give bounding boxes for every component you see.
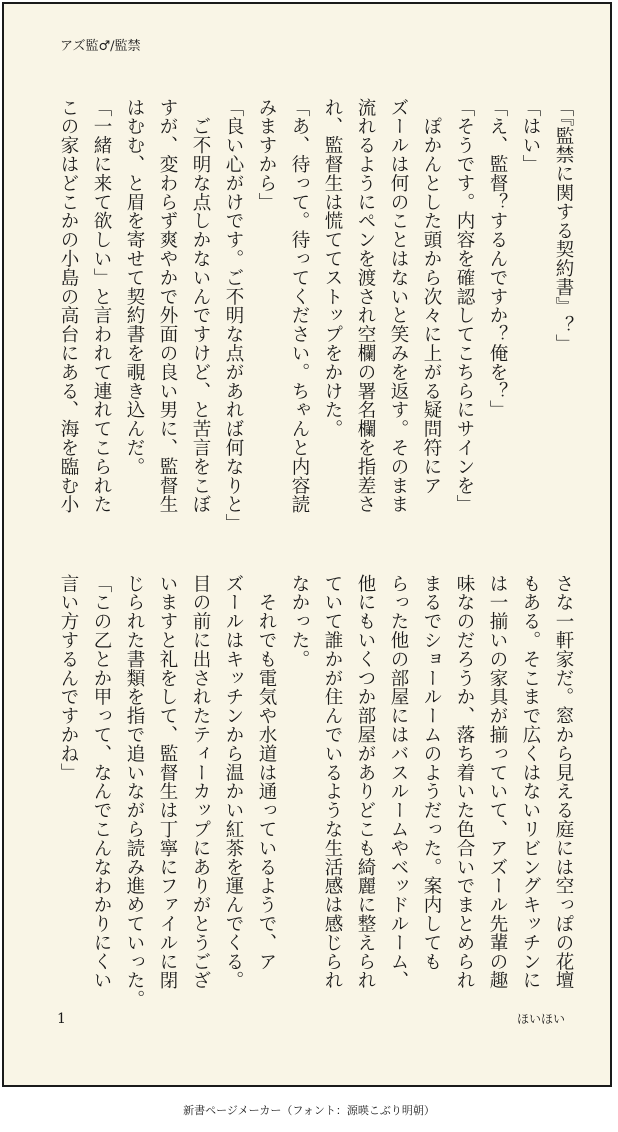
text-column: 「え、監督？するんですか？俺を？」 — [487, 98, 508, 420]
text-block-top — [56, 98, 580, 542]
text-column: さな一軒家だ。窓から見える庭には空っぽの花壇 — [553, 574, 574, 990]
text-column: 目の前に出されたティーカップにありがとうござ — [190, 574, 211, 990]
generator-credit: 新書ページメーカー（フォント：源暎こぶり明朝） — [183, 1104, 435, 1117]
text-column: 味なのだろうか、落ち着いた色合いでまとめられ — [454, 574, 475, 990]
text-column: 「そうです。内容を確認してこちらにサインを」 — [454, 98, 475, 514]
author-name: ほいほい — [516, 1012, 565, 1026]
text-column: 他にもいくつか部屋がありどこも綺麗に整えられ — [355, 574, 376, 990]
text-column: れ、監督生は慌ててストップをかけた。 — [322, 98, 343, 439]
text-column: 「あ、待って。待ってください。ちゃんと内容読 — [289, 98, 310, 514]
text-column: すが、変わらず爽やかで外面の良い男に、監督生 — [157, 98, 178, 514]
text-column: ズールは何のことはないと笑みを返す。そのまま — [388, 98, 409, 514]
text-column: ぽかんとした頭から次々に上がる疑問符にア — [421, 98, 442, 495]
text-column: もある。そこまで広くはないリビングキッチンに — [520, 574, 541, 990]
text-column: この家はどこかの小島の高台にある、海を臨む小 — [58, 98, 79, 514]
text-column: まるでショールームのようだった。案内しても — [421, 574, 442, 971]
text-block-bottom — [56, 574, 580, 1018]
page-number: 1 — [57, 1011, 66, 1027]
text-column: それでも電気や水道は通っているようで、ア — [256, 574, 277, 971]
text-column: 「良い心がけです。ご不明な点があれば何なりと」 — [223, 98, 244, 533]
text-column: みますから」 — [256, 98, 277, 212]
text-column: は一揃いの家具が揃っていて、アズール先輩の趣 — [487, 574, 508, 990]
text-column: らった他の部屋にはバスルームやベッドルーム、 — [388, 574, 409, 990]
text-column: 「『監禁に関する契約書』？」 — [553, 98, 574, 354]
text-column: 「一緒に来て欲しい」と言われて連れてこられた — [91, 98, 112, 514]
text-column: 「はい」 — [520, 98, 541, 174]
text-column: ていて誰かが住んでいるような生活感は感じられ — [322, 574, 343, 990]
book-page — [2, 2, 612, 1087]
text-column: ご不明な点しかないんですけど、と苦言をこぼ — [190, 98, 211, 514]
text-column: 流れるようにペンを渡され空欄の署名欄を指差さ — [355, 98, 376, 514]
text-column: ズールはキッチンから温かい紅茶を運んでくる。 — [223, 574, 244, 990]
text-column: なかった。 — [289, 574, 310, 669]
text-column: じられた書類を指で追いながら読み進めていった。 — [124, 574, 145, 1009]
text-column: いますと礼をして、監督生は丁寧にファイルに閉 — [157, 574, 178, 990]
text-column: はむむ、と眉を寄せて契約書を覗き込んだ。 — [124, 98, 145, 476]
page-header-title: アズ監♂/監禁 — [60, 39, 141, 54]
text-column: 言い方するんですかね」 — [58, 574, 79, 782]
text-column: 「この乙とか甲って、なんでこんなわかりにくい — [91, 574, 112, 990]
